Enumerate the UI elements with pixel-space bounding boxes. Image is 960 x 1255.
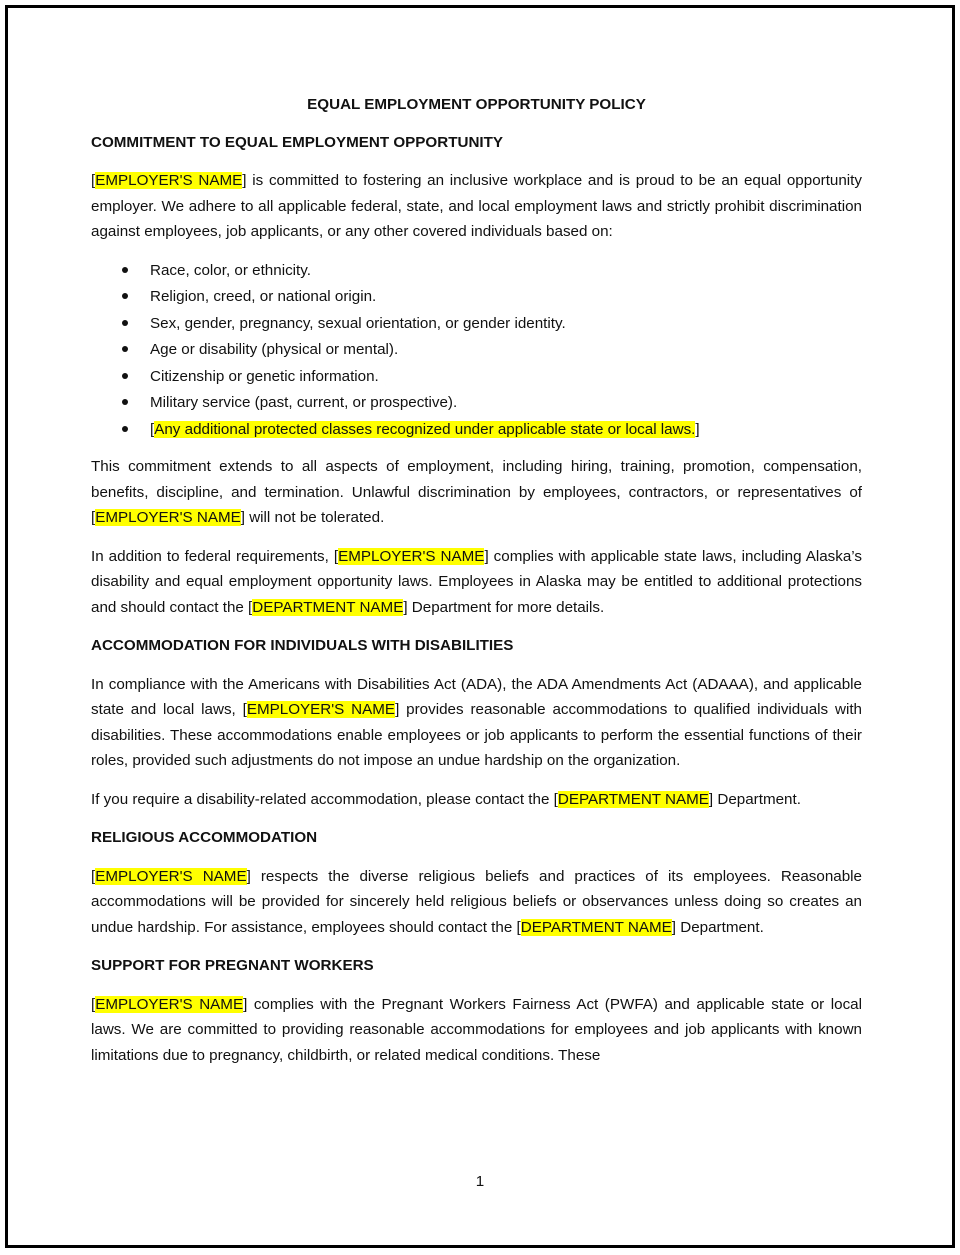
placeholder-additional-classes: Any additional protected classes recognized under applicable state or local laws. — [154, 420, 696, 438]
document-body — [91, 92, 862, 1081]
placeholder-employer-name: EMPLOYER'S NAME — [95, 172, 243, 189]
placeholder-department-name: DEPARTMENT NAME — [557, 790, 709, 808]
heading-pregnant: SUPPORT FOR PREGNANT WORKERS — [91, 957, 374, 974]
heading-commitment: COMMITMENT TO EQUAL EMPLOYMENT OPPORTUNITY — [91, 133, 504, 151]
document-title: EQUAL EMPLOYMENT OPPORTUNITY POLICY — [307, 96, 646, 113]
paragraph-commitment-scope: This commitment extends to all aspects of employment, including hiring, training, promotion, compensation, benefits, discipline, and termination. Unlawful discrimination by employees, contractors, or representatives of [EMPLOYER'S NAME] will not be tolerated. — [91, 458, 862, 526]
heading-religious: RELIGIOUS ACCOMMODATION — [91, 829, 318, 846]
list-item: Citizenship or genetic information. — [91, 364, 862, 391]
paragraph-pregnant: [EMPLOYER'S NAME] complies with the Pregnant Workers Fairness Act (PWFA) and applicable state or local laws. We are committed to providing reasonable accommodations for employees and job applicants with known limitations due to pregnancy, childbirth, or related medical conditions. These — [91, 995, 862, 1064]
bullet-icon — [122, 346, 128, 352]
page-number: 1 — [475, 1173, 485, 1190]
paragraph-ada: In compliance with the Americans with Disabilities Act (ADA), the ADA Amendments Act (ADAAA), and applicable state and local laws, [EMPLOYER'S NAME] provides reasonable accommodations to qualified individuals with disabilities. These accommodations enable employees or job applicants to perform the essential functions of their roles, provided such adjustments do not impose an undue hardship on the organization. — [91, 675, 862, 769]
heading-disabilities: ACCOMMODATION FOR INDIVIDUALS WITH DISABILITIES — [91, 637, 514, 654]
placeholder-employer-name: EMPLOYER'S NAME — [246, 701, 396, 718]
list-item: Sex, gender, pregnancy, sexual orientation, or gender identity. — [91, 311, 862, 338]
paragraph-state-laws: In addition to federal requirements, [EMPLOYER'S NAME] complies with applicable state laws, including Alaska’s disability and equal employment opportunity laws. Employees in Alaska may be entitled to additional protections and should contact the [DEPARTMENT NAME] Department for more details. — [91, 547, 862, 616]
placeholder-employer-name: EMPLOYER'S NAME — [95, 509, 241, 526]
paragraph-disability-contact: If you require a disability-related accommodation, please contact the [DEPARTMENT NAME] Department. — [91, 790, 801, 808]
bullet-icon — [122, 399, 128, 405]
list-item: Religion, creed, or national origin. — [91, 284, 862, 311]
bullet-icon — [122, 293, 128, 299]
placeholder-department-name: DEPARTMENT NAME — [520, 918, 672, 936]
bullet-icon — [122, 426, 128, 432]
list-item: Military service (past, current, or prospective). — [91, 390, 862, 417]
placeholder-employer-name: EMPLOYER'S NAME — [95, 867, 247, 885]
list-item: [Any additional protected classes recognized under applicable state or local laws.] — [91, 417, 862, 444]
list-item: Race, color, or ethnicity. — [91, 258, 862, 285]
protected-classes-list — [91, 258, 862, 444]
paragraph-religious: [EMPLOYER'S NAME] respects the diverse religious beliefs and practices of its employees. Reasonable accommodations will be provided for sincerely held religious beliefs or observances unless doing so creates an undue hardship. For assistance, employees should contact the [DEPARTMENT NAME] Department. — [91, 867, 862, 936]
paragraph-commitment-intro: [EMPLOYER'S NAME] is committed to fostering an inclusive workplace and is proud to be an equal opportunity employer. We adhere to all applicable federal, state, and local employment laws and strictly prohibit discrimination against employees, job applicants, or any other covered individuals based on: — [91, 172, 862, 240]
list-item: Age or disability (physical or mental). — [91, 337, 862, 364]
placeholder-employer-name: EMPLOYER'S NAME — [338, 547, 485, 565]
bullet-icon — [122, 373, 128, 379]
bullet-icon — [122, 320, 128, 326]
placeholder-department-name: DEPARTMENT NAME — [252, 598, 404, 616]
bullet-icon — [122, 267, 128, 273]
placeholder-employer-name: EMPLOYER'S NAME — [95, 995, 244, 1013]
